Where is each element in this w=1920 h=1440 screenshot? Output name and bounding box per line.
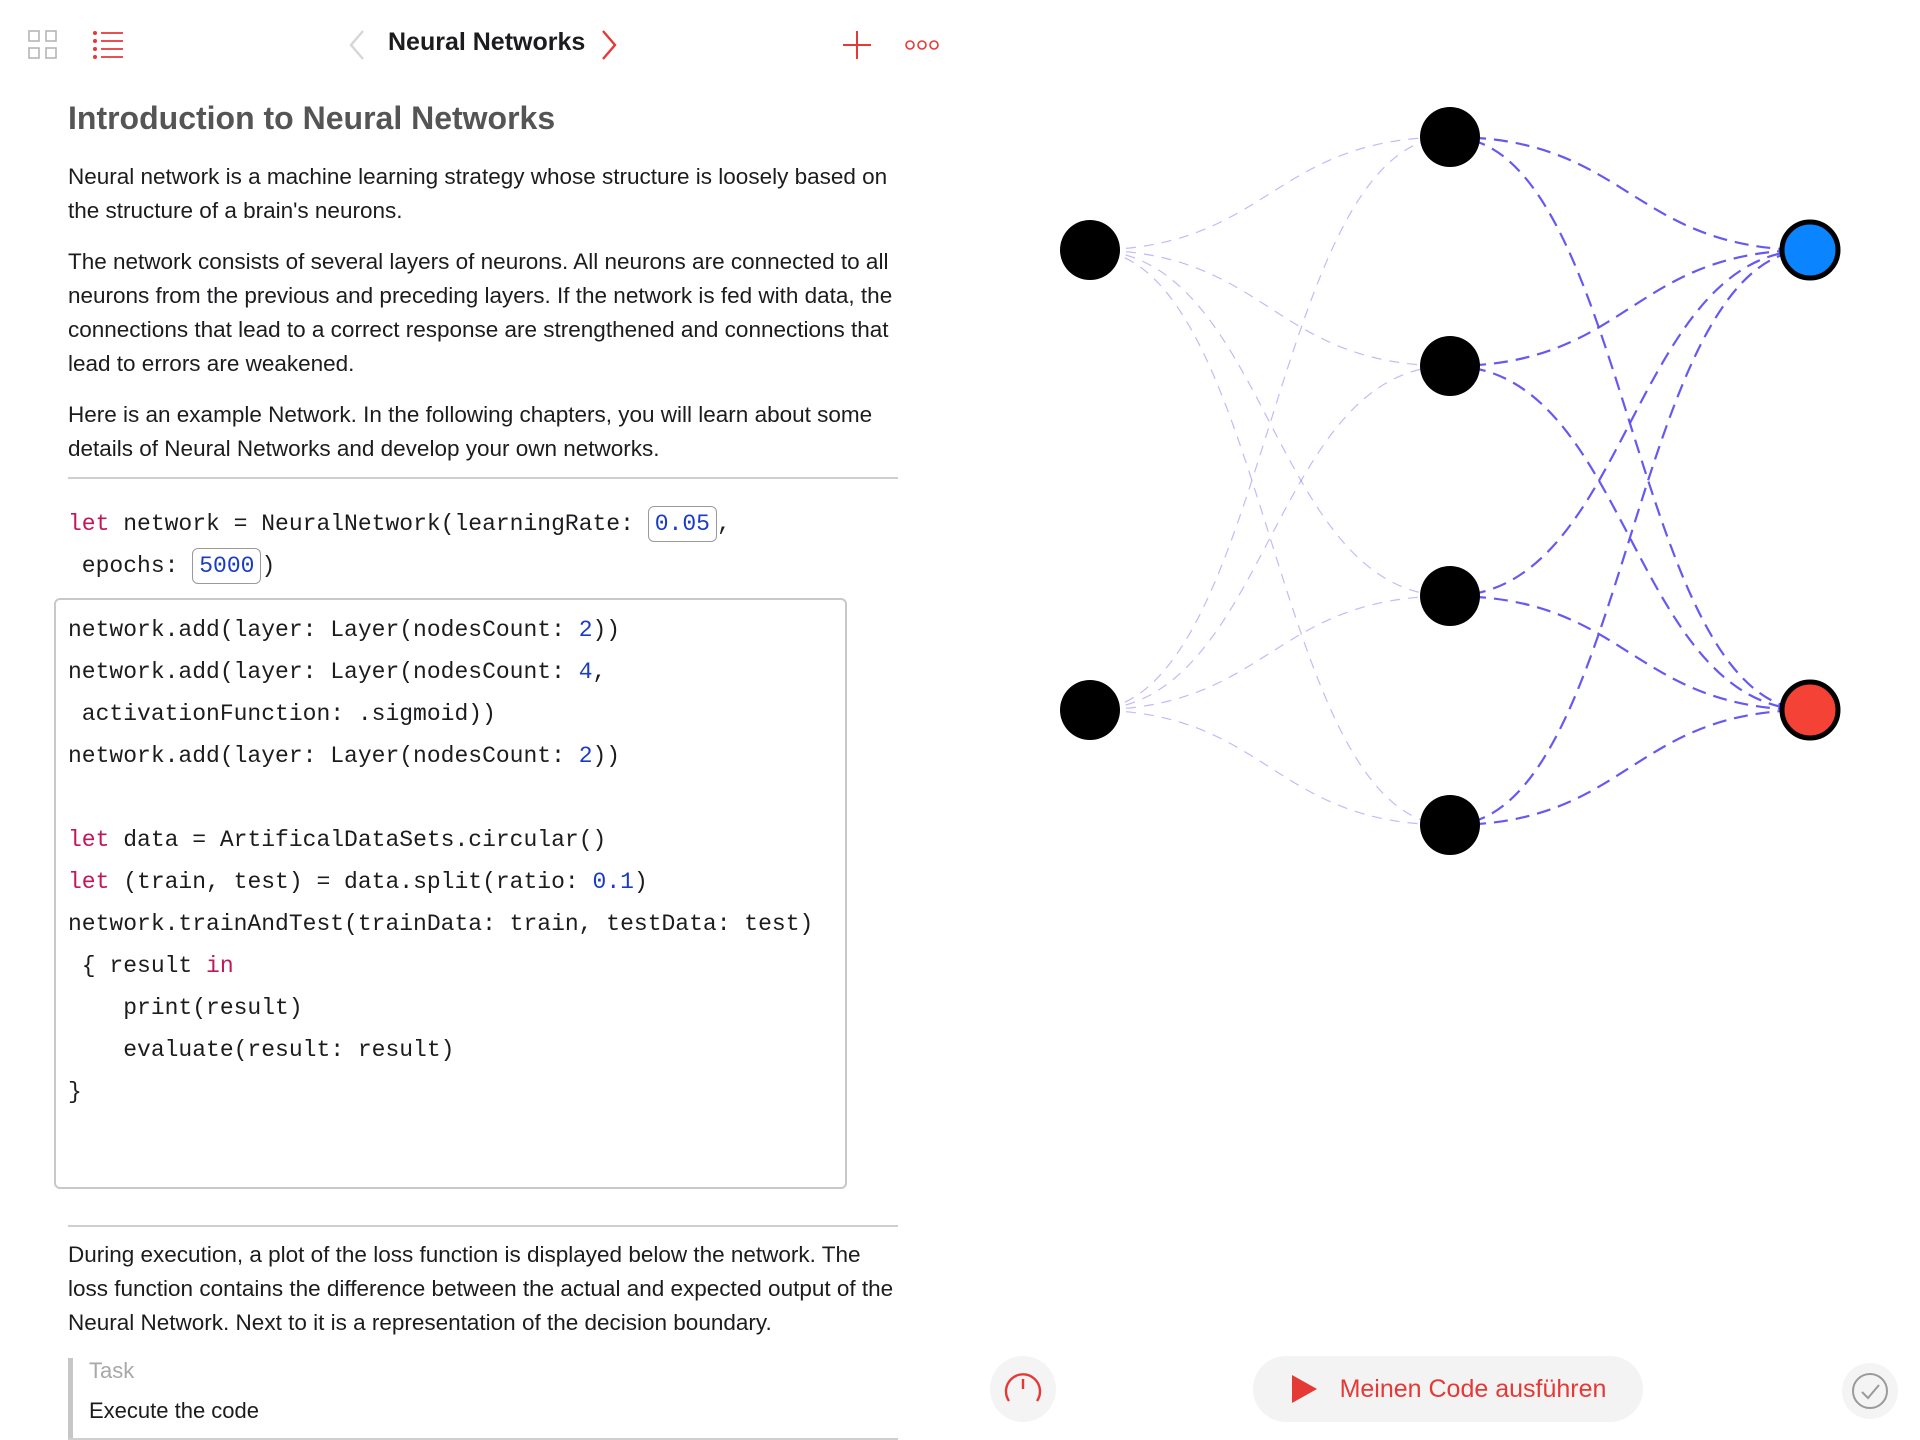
neural-network-diagram: [960, 0, 1920, 900]
code-line: network.add(layer: Layer(nodesCount: 2)): [68, 617, 621, 643]
code-line: network.add(layer: Layer(nodesCount: 4,: [68, 659, 607, 685]
network-connection: [1450, 137, 1810, 250]
epochs-field[interactable]: 5000: [192, 548, 261, 584]
learning-rate-field[interactable]: 0.05: [648, 506, 717, 542]
network-connection: [1090, 250, 1450, 366]
code-line: network.trainAndTest(trainData: train, testData: test): [68, 911, 814, 937]
network-connection: [1090, 250, 1450, 825]
code-line: print(result): [68, 995, 303, 1021]
checkmark-icon: [1850, 1371, 1890, 1411]
grid-icon: [28, 30, 58, 60]
network-connection: [1450, 250, 1810, 366]
speed-control-button[interactable]: [990, 1356, 1056, 1422]
network-connection: [1090, 137, 1450, 250]
code-line-network-init: let network = NeuralNetwork(learningRate: 0.05 ,: [68, 504, 731, 544]
chevron-right-icon: [600, 29, 618, 61]
add-button[interactable]: [840, 28, 874, 62]
navigation-bar: [0, 0, 960, 90]
input-neuron: [1060, 220, 1120, 280]
network-connection: [1450, 596, 1810, 710]
network-connection: [1450, 137, 1810, 710]
plus-icon: [841, 29, 873, 61]
network-connection: [1090, 250, 1450, 596]
previous-page-button[interactable]: [344, 28, 370, 62]
run-code-label: Meinen Code ausführen: [1339, 1374, 1607, 1403]
task-callout: [68, 1358, 903, 1440]
output-neuron: [1782, 682, 1838, 738]
code-line: let (train, test) = data.split(ratio: 0.1): [68, 869, 648, 895]
hidden-neuron: [1420, 795, 1480, 855]
network-connection: [1090, 366, 1450, 710]
network-connection: [1090, 596, 1450, 710]
divider: [68, 1225, 898, 1227]
task-label: Task: [89, 1358, 135, 1383]
section-heading: Introduction to Neural Networks: [68, 100, 556, 136]
code-line: { result in: [68, 953, 234, 979]
code-line: evaluate(result: result): [68, 1037, 455, 1063]
grid-view-button[interactable]: [28, 30, 58, 60]
hidden-neuron: [1420, 566, 1480, 626]
run-code-button[interactable]: [1253, 1356, 1643, 1422]
hidden-neuron: [1420, 336, 1480, 396]
next-page-button[interactable]: [596, 28, 622, 62]
check-button[interactable]: [1842, 1363, 1898, 1419]
hidden-neuron: [1420, 107, 1480, 167]
loss-function-paragraph: During execution, a plot of the loss function is displayed below the network. The loss function contains the difference between the actual and expected output of the Neural Network. Next to it is a representation of the decision boundary.: [68, 1242, 894, 1335]
code-line: activationFunction: .sigmoid)): [68, 701, 496, 727]
network-connection: [1450, 710, 1810, 825]
divider: [68, 477, 898, 479]
play-icon: [1290, 1374, 1318, 1404]
intro-paragraph: Neural network is a machine learning strategy whose structure is loosely based on the structure of a brain's neurons.: [68, 164, 888, 223]
table-of-contents-button[interactable]: [92, 28, 126, 62]
more-icon: [905, 39, 939, 51]
live-view: [960, 0, 1920, 1440]
network-connection: [1090, 710, 1450, 825]
list-icon: [92, 28, 126, 62]
speedometer-icon: [1001, 1367, 1045, 1411]
input-neuron: [1060, 680, 1120, 740]
more-options-button[interactable]: [904, 34, 940, 56]
code-line-epochs: epochs: 5000 ): [68, 546, 275, 586]
task-text: Execute the code: [89, 1398, 260, 1423]
network-connection: [1090, 137, 1450, 710]
output-neuron: [1782, 222, 1838, 278]
network-connection: [1450, 250, 1810, 825]
network-description-paragraph: The network consists of several layers of neurons. All neurons are connected to all neurons from the previous and preceding layers. If the network is fed with data, the connections that lead to a correct response are strengthened and connections that lead to errors are weakened.: [68, 249, 893, 376]
code-line: }: [68, 1079, 82, 1105]
code-line: network.add(layer: Layer(nodesCount: 2)): [68, 743, 621, 769]
example-paragraph: Here is an example Network. In the following chapters, you will learn about some details of Neural Networks and develop your own networks.: [68, 402, 873, 461]
code-line: let data = ArtificalDataSets.circular(): [68, 827, 607, 853]
page-title: Neural Networks: [388, 28, 586, 56]
chevron-left-icon: [348, 29, 366, 61]
